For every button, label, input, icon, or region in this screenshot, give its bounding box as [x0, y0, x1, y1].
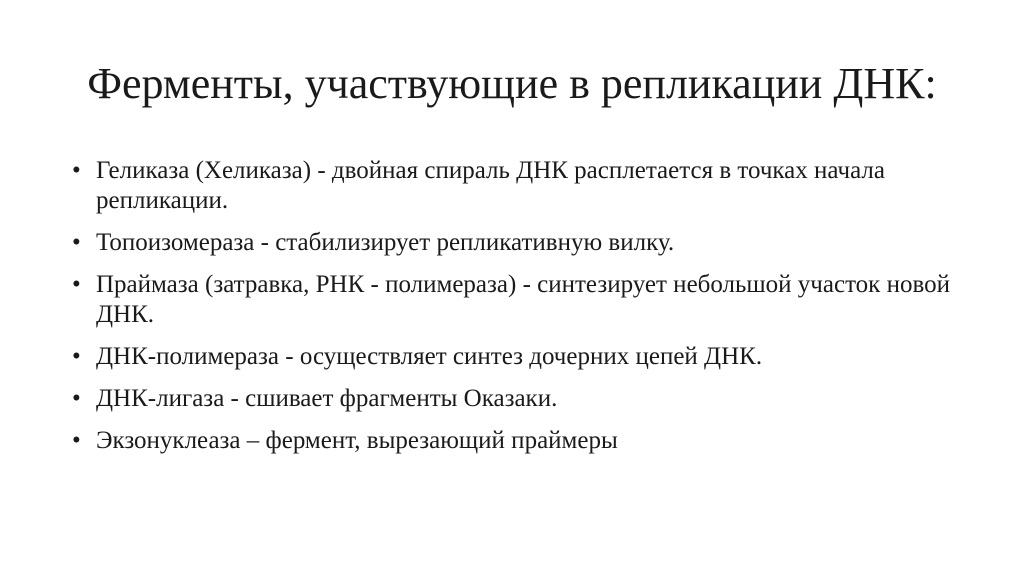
- bullet-item-topoisomerase: [72, 228, 952, 258]
- bullet-dot-icon: •: [72, 385, 81, 412]
- bullet-dot-icon: •: [72, 271, 81, 298]
- bullet-text: Экзонуклеаза – фермент, вырезающий праймеры: [96, 427, 618, 454]
- bullet-dot-icon: •: [72, 427, 81, 454]
- bullet-item-dna-polymerase: [72, 342, 952, 372]
- bullet-item-exonuclease: [72, 426, 952, 456]
- bullet-text: ДНК-лигаза - сшивает фрагменты Оказаки.: [96, 385, 558, 412]
- bullet-text: ДНК-полимераза - осуществляет синтез дочерних цепей ДНК.: [96, 343, 763, 370]
- bullet-list: [72, 156, 952, 468]
- slide-title: Ферменты, участвующие в репликации ДНК:: [87, 59, 937, 108]
- bullet-text: Геликаза (Хеликаза) - двойная спираль ДНК расплетается в точках начала репликации.: [96, 157, 885, 214]
- bullet-item-helicase: [72, 156, 952, 216]
- bullet-dot-icon: •: [72, 157, 81, 184]
- bullet-dot-icon: •: [72, 343, 81, 370]
- bullet-text: Праймаза (затравка, РНК - полимераза) - синтезирует небольшой участок новой ДНК.: [96, 271, 950, 328]
- bullet-item-primase: [72, 270, 952, 330]
- bullet-item-dna-ligase: [72, 384, 952, 414]
- bullet-dot-icon: •: [72, 229, 81, 256]
- bullet-text: Топоизомераза - стабилизирует репликативную вилку.: [96, 229, 675, 256]
